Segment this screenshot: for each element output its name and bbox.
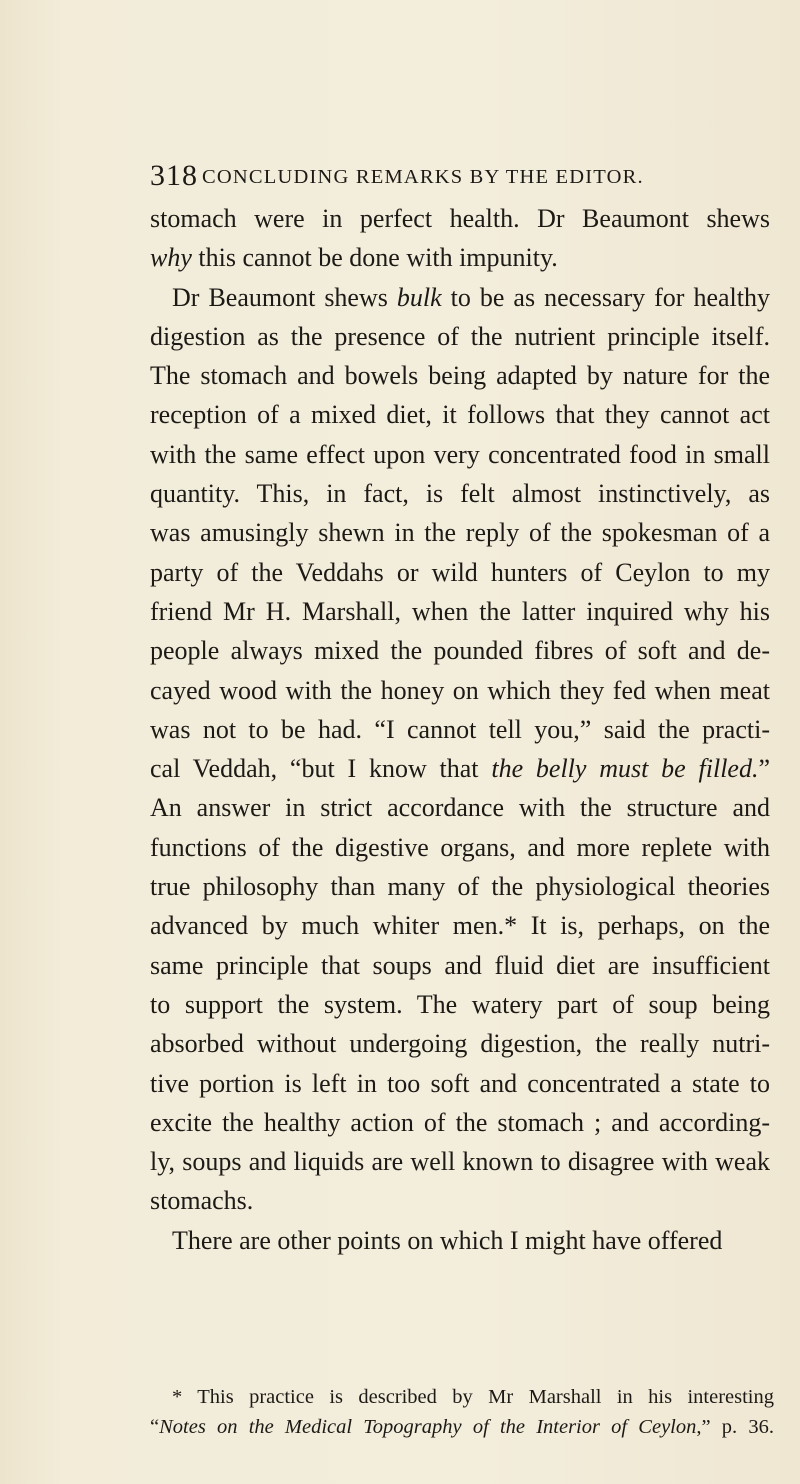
body-text bbox=[150, 199, 770, 1260]
text-line: quantity. This, in fact, is felt almost instinctively, as bbox=[150, 479, 770, 509]
text-line: stomachs. bbox=[150, 1186, 254, 1216]
text-line: digestion as the presence of the nutrient principle itself. bbox=[150, 321, 770, 351]
text-line: reception of a mixed diet, it follows that they cannot act bbox=[150, 400, 770, 430]
emphasis: Notes on the Medical Topography of the Interior of Ceylon bbox=[159, 1416, 697, 1438]
text-line: true philosophy than many of the physiological theories bbox=[150, 872, 770, 902]
text-line: absorbed without undergoing digestion, the really nutri- bbox=[150, 1029, 770, 1059]
text-line: with the same effect upon very concentrated food in small bbox=[150, 439, 770, 469]
text-line: people always mixed the pounded fibres of soft and de- bbox=[150, 636, 770, 666]
text-line: party of the Veddahs or wild hunters of Ceylon to my bbox=[150, 557, 770, 587]
text-line: friend Mr H. Marshall, when the latter inquired why his bbox=[150, 596, 770, 626]
text-line: to support the system. The watery part of soup being bbox=[150, 989, 770, 1019]
text-line: An answer in strict accordance with the structure and bbox=[150, 793, 770, 823]
text-line: why this cannot be done with impunity. bbox=[150, 243, 558, 273]
text-line: same principle that soups and fluid diet are insufficient bbox=[150, 950, 770, 980]
text-line: There are other points on which I might have offered bbox=[172, 1225, 723, 1255]
text-line: was amusingly shewn in the reply of the spokesman of a bbox=[150, 518, 770, 548]
text-line: excite the healthy action of the stomach ; and according- bbox=[150, 1107, 770, 1137]
page-header bbox=[150, 158, 770, 194]
text-line: stomach were in perfect health. Dr Beaumont shews bbox=[150, 204, 770, 233]
text-line: functions of the digestive organs, and more replete with bbox=[150, 832, 770, 862]
text-line: ly, soups and liquids are well known to disagree with weak bbox=[150, 1147, 770, 1177]
emphasis: the belly must be filled. bbox=[491, 754, 759, 784]
text-line: cayed wood with the honey on which they fed when meat bbox=[150, 675, 770, 705]
text-line: was not to be had. “I cannot tell you,” said the practi- bbox=[150, 714, 770, 744]
footnote-line: * This practice is described by Mr Marshall in his interesting bbox=[172, 1386, 774, 1408]
text-line: tive portion is left in too soft and concentrated a state to bbox=[150, 1068, 770, 1098]
emphasis: bulk bbox=[396, 282, 442, 312]
text-line: advanced by much whiter men.* It is, perhaps, on the bbox=[150, 911, 770, 941]
page-number: 318 bbox=[150, 159, 198, 192]
running-head: CONCLUDING REMARKS BY THE EDITOR. bbox=[202, 166, 644, 188]
emphasis: why bbox=[150, 243, 192, 273]
text-line: Dr Beaumont shews bulk to be as necessary for healthy bbox=[172, 282, 770, 312]
text-line: cal Veddah, “but I know that the belly must be filled.” bbox=[150, 754, 770, 784]
text-line: The stomach and bowels being adapted by nature for the bbox=[150, 361, 770, 391]
footnote bbox=[150, 1382, 774, 1442]
footnote-line: “Notes on the Medical Topography of the Interior of Ceylon,” p. 36. bbox=[150, 1416, 774, 1438]
